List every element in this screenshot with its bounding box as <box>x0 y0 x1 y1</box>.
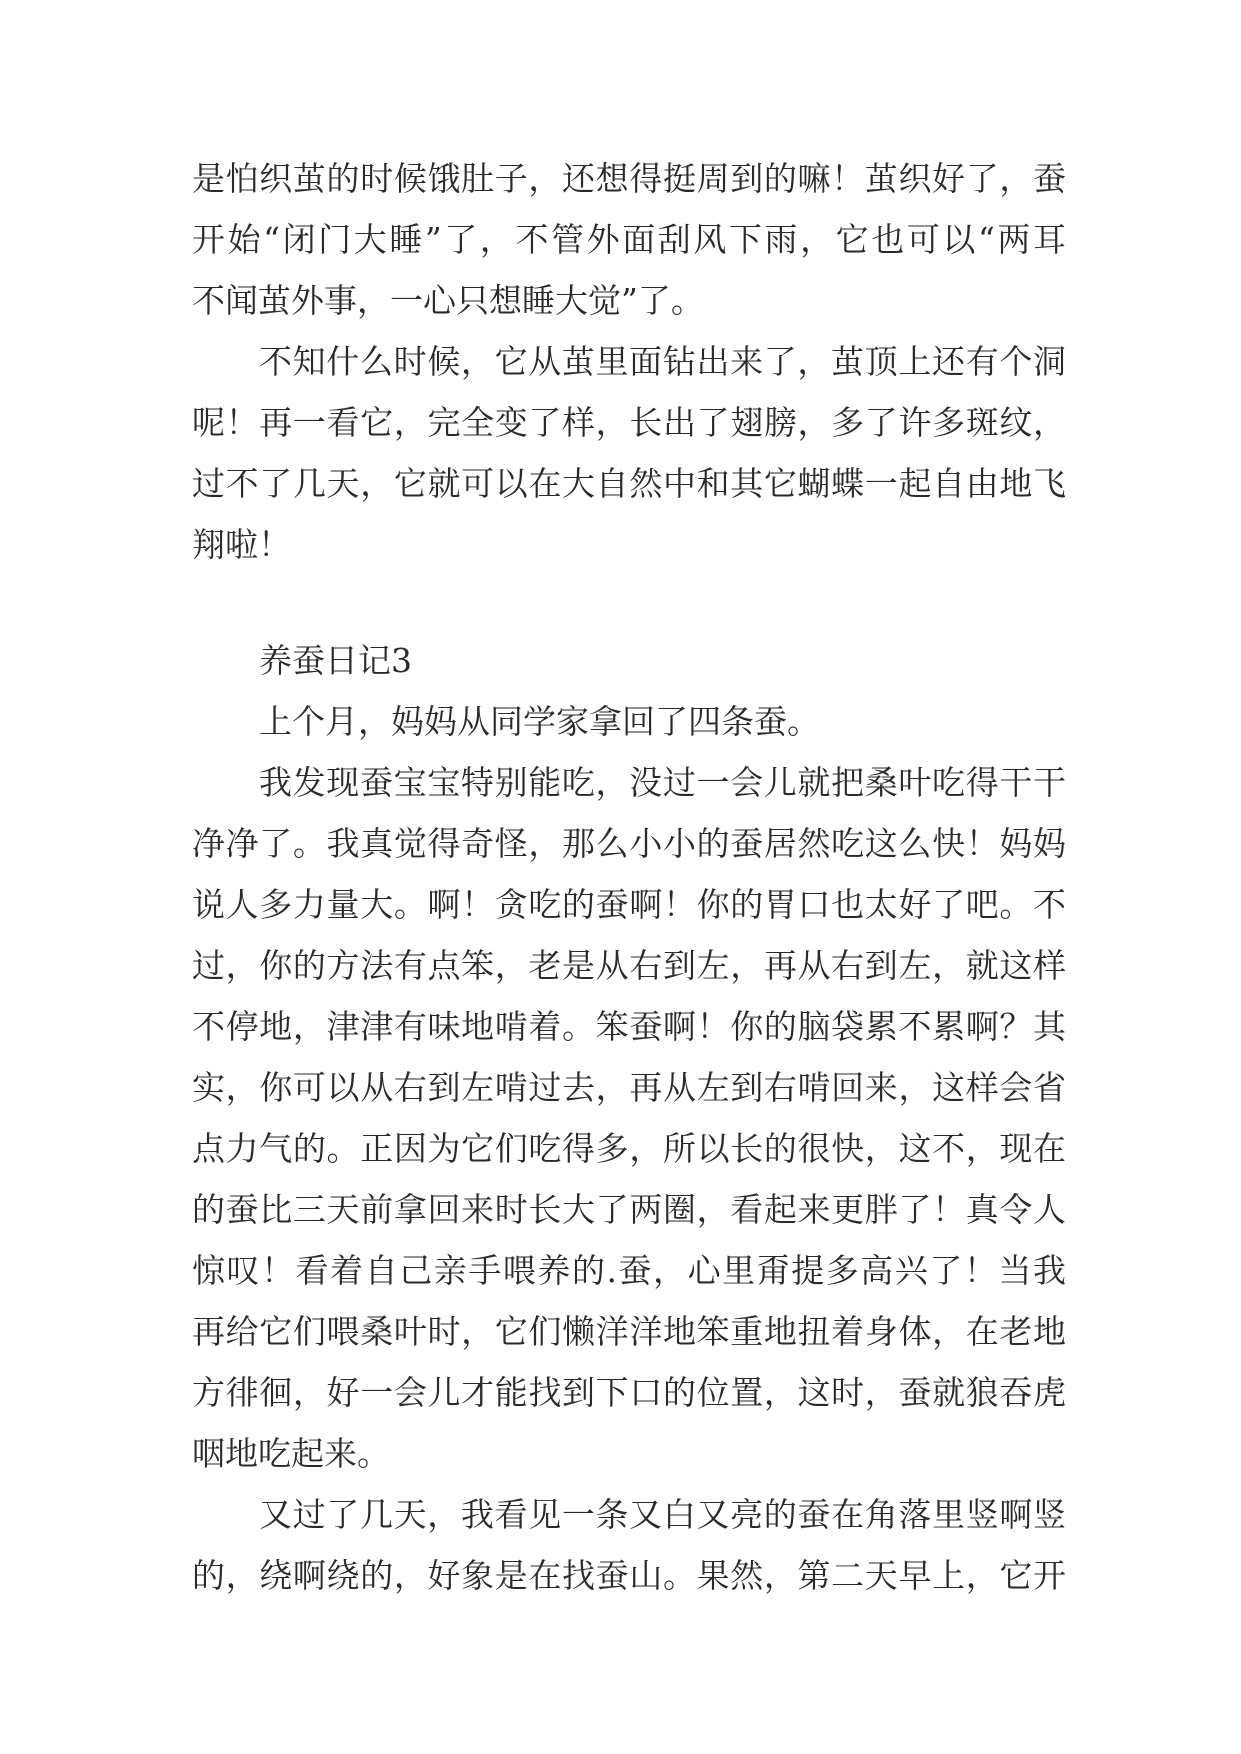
text-line: 我发现蚕宝宝特别能吃，没过一会儿就把桑叶吃得干干 <box>259 763 1066 802</box>
text-line: 是怕织茧的时候饿肚子，还想得挺周到的嘛！茧织好了，蚕 <box>192 159 1066 198</box>
document-body <box>192 148 1066 1606</box>
text-line: 咽地吃起来。 <box>192 1434 390 1473</box>
text-line: 的，绕啊绕的，好象是在找蚕山。果然，第二天早上，它开 <box>192 1556 1066 1595</box>
text-line: 上个月，妈妈从同学家拿回了四条蚕。 <box>259 702 820 741</box>
text-line: 过不了几天，它就可以在大自然中和其它蝴蝶一起自由地飞 <box>192 464 1066 503</box>
text-line: 呢！再一看它，完全变了样，长出了翅膀，多了许多斑纹， <box>192 403 1066 442</box>
section-gap <box>192 575 1066 630</box>
text-line: 不闻茧外事，一心只想睡大觉”了。 <box>192 281 704 320</box>
text-line: 不知什么时候，它从茧里面钻出来了，茧顶上还有个洞 <box>259 342 1066 381</box>
text-line: 过，你的方法有点笨，老是从右到左，再从右到左，就这样 <box>192 946 1066 985</box>
text-line: 再给它们喂桑叶时，它们懒洋洋地笨重地扭着身体，在老地 <box>192 1312 1066 1351</box>
text-line: 不停地，津津有味地啃着。笨蚕啊！你的脑袋累不累啊？其 <box>192 1007 1066 1046</box>
text-line: 点力气的。正因为它们吃得多，所以长的很快，这不，现在 <box>192 1129 1066 1168</box>
text-line: 方徘徊，好一会儿才能找到下口的位置，这时，蚕就狼吞虎 <box>192 1373 1066 1412</box>
paragraph <box>192 1484 1066 1606</box>
entry-title: 养蚕日记3 <box>259 641 412 680</box>
text-line: 净净了。我真觉得奇怪，那么小小的蚕居然吃这么快！妈妈 <box>192 824 1066 863</box>
text-line: 惊叹！看着自己亲手喂养的.蚕，心里甭提多高兴了！当我 <box>192 1251 1066 1290</box>
paragraph <box>192 331 1066 575</box>
text-line: 开始“闭门大睡”了，不管外面刮风下雨，它也可以“两耳 <box>192 220 1066 259</box>
paragraph <box>192 691 1066 752</box>
text-line: 的蚕比三天前拿回来时长大了两圈，看起来更胖了！真令人 <box>192 1190 1066 1229</box>
text-line: 实，你可以从右到左啃过去，再从左到右啃回来，这样会省 <box>192 1068 1066 1107</box>
paragraph <box>192 752 1066 1484</box>
text-line: 说人多力量大。啊！贪吃的蚕啊！你的胃口也太好了吧。不 <box>192 885 1066 924</box>
text-line: 翔啦！ <box>192 525 291 564</box>
text-line: 又过了几天，我看见一条又白又亮的蚕在角落里竖啊竖 <box>259 1495 1066 1534</box>
paragraph <box>192 148 1066 331</box>
